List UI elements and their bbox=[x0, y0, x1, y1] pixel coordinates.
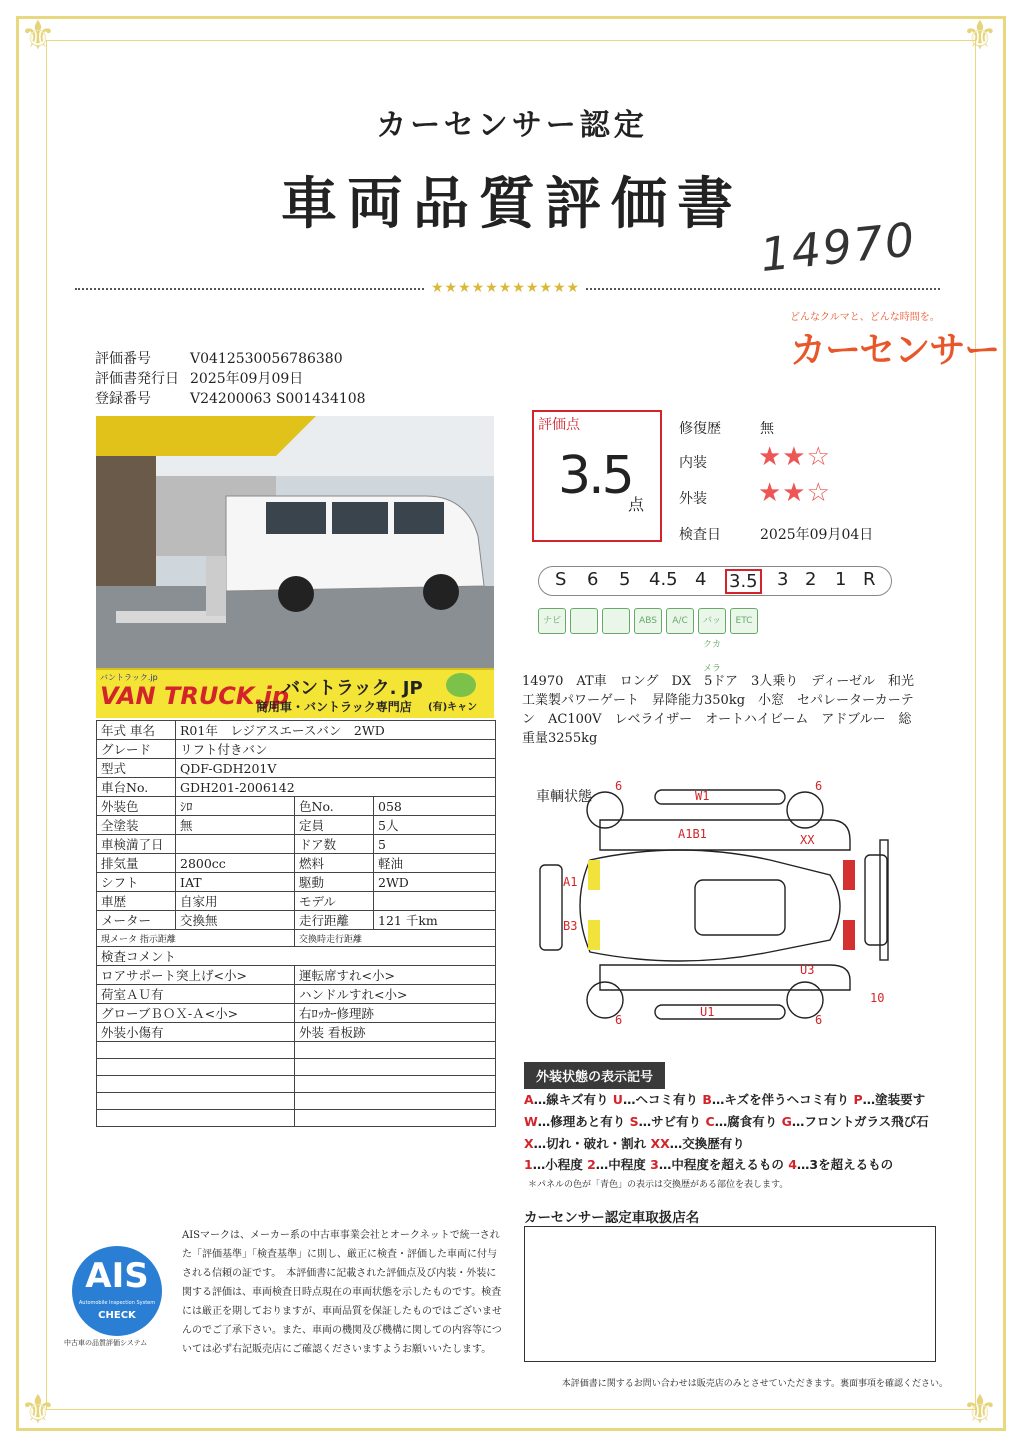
legend-line bbox=[524, 1112, 929, 1130]
issue-date: 2025年09月09日 bbox=[190, 371, 304, 387]
legend-code: U bbox=[612, 1092, 623, 1107]
damage-mark: B3 bbox=[563, 919, 578, 933]
inspect-date-label: 検査日 bbox=[679, 527, 721, 543]
score-unit: 点 bbox=[628, 495, 645, 514]
legend-code: 2 bbox=[587, 1157, 596, 1172]
legend-code: 1 bbox=[524, 1157, 533, 1172]
legend-text: …キズを伴うヘコミ有り bbox=[711, 1092, 854, 1107]
legend-note: ＊パネルの色が「青色」の表示は交換歴がある部位を表します。 bbox=[528, 1180, 789, 1190]
comment-cell: ロアサポート突上げ<小> bbox=[97, 966, 295, 985]
legend-code: P bbox=[853, 1092, 863, 1107]
damage-mark: 6 bbox=[615, 1013, 623, 1027]
comment-cell: 外装小傷有 bbox=[97, 1023, 295, 1042]
scale-step: 4.5 bbox=[649, 569, 678, 590]
corner-ornament-icon: ⚜ bbox=[20, 13, 56, 59]
mascot-icon bbox=[446, 673, 476, 697]
scale-step: 5 bbox=[619, 569, 631, 590]
legend-text: …中程度を超えるもの bbox=[658, 1157, 789, 1172]
banner-logo: VAN TRUCK.jp bbox=[100, 682, 290, 710]
legend-text: …腐食有り bbox=[714, 1114, 782, 1129]
corner-ornament-icon: ⚜ bbox=[962, 1387, 998, 1433]
comment-cell bbox=[295, 1076, 496, 1093]
option-icon: バックカメラ bbox=[698, 608, 726, 634]
legend-title: 外装状態の表示記号 bbox=[524, 1062, 665, 1089]
scale-step: R bbox=[863, 569, 876, 590]
evaluation-score-box bbox=[532, 410, 662, 542]
comment-cell bbox=[295, 1059, 496, 1076]
comment-cell: 右ﾛｯｶｰ修理跡 bbox=[295, 1004, 496, 1023]
interior-stars-icon: ★★☆ bbox=[758, 442, 831, 472]
scale-step: 6 bbox=[587, 569, 599, 590]
comment-row bbox=[97, 985, 496, 1004]
comment-row bbox=[97, 1110, 496, 1127]
legend-text: …修理あと有り bbox=[537, 1114, 630, 1129]
legend-code: X bbox=[524, 1136, 534, 1151]
banner-subline: 商用車・バントラック専門店 bbox=[256, 700, 412, 714]
score-value: 3.5 bbox=[558, 446, 632, 506]
dealer-banner bbox=[96, 668, 494, 718]
banner-logo-small: バントラック.jp bbox=[100, 673, 158, 682]
dealer-label: カーセンサー認定車取扱店名 bbox=[524, 1210, 700, 1226]
option-icon: ナビ bbox=[538, 608, 566, 634]
corner-ornament-icon: ⚜ bbox=[20, 1387, 56, 1433]
comment-cell bbox=[97, 1076, 295, 1093]
comment-cell bbox=[97, 1059, 295, 1076]
option-icon bbox=[602, 608, 630, 634]
legend-code: A bbox=[524, 1092, 534, 1107]
brand-tagline: どんなクルマと、どんな時間を。 bbox=[790, 312, 940, 323]
ais-caption: 中古車の品質評価システム bbox=[64, 1339, 148, 1347]
damage-mark: A1 bbox=[563, 875, 578, 889]
eval-number-row bbox=[95, 348, 343, 368]
score-label: 評価点 bbox=[538, 417, 580, 433]
exterior-label: 外装 bbox=[679, 491, 707, 507]
comment-cell: ハンドルすれ<小> bbox=[295, 985, 496, 1004]
brand-logo: カーセンサー bbox=[790, 330, 1000, 371]
repair-label: 修復歴 bbox=[679, 421, 721, 437]
scale-step: 3.5 bbox=[725, 569, 762, 594]
eval-number-label: 評価番号 bbox=[95, 351, 151, 367]
vehicle-description: 14970 AT車 ロング DX 5ドア 3人乗り ディーゼル 和光工業製パワーゲート 昇降能力350kg 小窓 セパレーターカーテン AC100V レベライザー オートハイビーム アドブルー 総重量3255kg bbox=[522, 674, 914, 746]
registration-row bbox=[95, 388, 366, 408]
dealer-name-box bbox=[524, 1226, 936, 1362]
corner-ornament-icon: ⚜ bbox=[962, 13, 998, 59]
footer-note: 本評価書に関するお問い合わせは販売店のみとさせていただきます。裏面事項を確認ください。 bbox=[561, 1379, 948, 1389]
damage-mark: U3 bbox=[800, 963, 815, 977]
document-subtitle: カーセンサー認定 bbox=[376, 108, 648, 143]
exterior-stars-icon: ★★☆ bbox=[758, 478, 831, 508]
inspection-comments bbox=[97, 966, 496, 1127]
scale-step: 1 bbox=[835, 569, 847, 590]
inspect-date: 2025年09月04日 bbox=[760, 527, 874, 543]
damage-mark: 6 bbox=[815, 1013, 823, 1027]
comment-cell: 荷室ＡＵ有 bbox=[97, 985, 295, 1004]
comment-cell bbox=[295, 1110, 496, 1127]
option-icon bbox=[570, 608, 598, 634]
comment-cell bbox=[295, 1042, 496, 1059]
banner-company: (有)キャン bbox=[428, 702, 478, 713]
legend-text: …フロントガラス飛び石 bbox=[791, 1114, 929, 1129]
comment-row bbox=[97, 1093, 496, 1110]
issue-date-label: 評価書発行日 bbox=[95, 371, 179, 387]
eval-number: V0412530056786380 bbox=[190, 351, 343, 367]
comment-row bbox=[97, 1059, 496, 1076]
legend-text: …小程度 bbox=[532, 1157, 588, 1172]
registration-label: 登録番号 bbox=[95, 391, 151, 407]
legend-code: W bbox=[524, 1114, 538, 1129]
legend-code: B bbox=[702, 1092, 712, 1107]
legend-text: …線キズ有り bbox=[533, 1092, 613, 1107]
legend-text: …切れ・破れ・割れ bbox=[533, 1136, 651, 1151]
comment-cell: グローブＢＯＸ-Ａ<小> bbox=[97, 1004, 295, 1023]
comment-cell bbox=[295, 1093, 496, 1110]
legend-code: C bbox=[705, 1114, 715, 1129]
registration-number: V24200063 S001434108 bbox=[190, 391, 366, 407]
comment-row bbox=[97, 1042, 496, 1059]
divider-stars: ★★★★★★★★★★★ bbox=[425, 280, 586, 296]
option-icon: ABS bbox=[634, 608, 662, 634]
ais-logo-icon: AIS Automobile Inspection System CHECK bbox=[72, 1246, 162, 1336]
legend-text: …中程度 bbox=[595, 1157, 651, 1172]
damage-mark: XX bbox=[800, 833, 815, 847]
diagram-title: 車輌状態 bbox=[536, 789, 592, 805]
scale-step: 4 bbox=[695, 569, 707, 590]
damage-mark: 6 bbox=[815, 780, 823, 793]
comment-cell bbox=[97, 1042, 295, 1059]
car-damage-diagram bbox=[530, 780, 910, 1035]
document-title: 車両品質評価書 bbox=[281, 171, 743, 237]
damage-mark: U1 bbox=[700, 1005, 715, 1019]
legend-code: S bbox=[629, 1114, 639, 1129]
comment-row bbox=[97, 1076, 496, 1093]
score-scale bbox=[538, 566, 892, 596]
scale-step: 3 bbox=[777, 569, 789, 590]
option-icon: A/C bbox=[666, 608, 694, 634]
legend-line bbox=[524, 1090, 925, 1108]
legend-code: XX bbox=[650, 1136, 670, 1151]
legend-line bbox=[524, 1134, 745, 1152]
comment-row bbox=[97, 1023, 496, 1042]
ais-description: AISマークは、メーカー系の中古車事業会社とオークネットで統一された「評価基準」「検査基準」に則し、厳正に検査・評価した車両に付与される信頼の証です。 本評価書に記載された評価点及び内装・外装に関する評価は、車両検査日時点現在の車両状態を示したものです。検査には厳正を期しておりますが、車両品質を保証したものではございませんのでご了承下さい。また、車両の機関及び機構に関しての内容等については必ず右記販売店にご確認くださいますようお願いいたします。 bbox=[182, 1230, 502, 1355]
scale-step: 2 bbox=[805, 569, 817, 590]
option-icon: ETC bbox=[730, 608, 758, 634]
interior-label: 内装 bbox=[679, 455, 707, 471]
banner-name: バントラック. JP bbox=[282, 678, 423, 699]
legend-code: G bbox=[781, 1114, 792, 1129]
comment-cell: 外装 看板跡 bbox=[295, 1023, 496, 1042]
legend-text: …3を超えるもの bbox=[796, 1157, 894, 1172]
damage-mark: A1B1 bbox=[678, 827, 707, 841]
comment-cell: 運転席すれ<小> bbox=[295, 966, 496, 985]
legend-text: …サビ有り bbox=[638, 1114, 706, 1129]
scale-step: S bbox=[555, 569, 567, 590]
comment-row bbox=[97, 966, 496, 985]
legend-text: …ヘコミ有り bbox=[622, 1092, 703, 1107]
damage-mark: W1 bbox=[695, 789, 710, 803]
legend-text: …塗装要す bbox=[862, 1092, 926, 1107]
damage-mark: 6 bbox=[615, 780, 623, 793]
spec-table: 年式 車名 R01年 レジアスエースバン 2WD グレード リフト付きバン 型式 QDF-GDH201V 車台No. GDH201-2006142 外装色 ｼﾛ 色No. 058 全塗装 無 定員 5人 車検満了日 ドア数 5 排気量 2800cc 燃料 軽油 シフト IAT 駆動 2WD 車歴 自家用 モデル メーター 交換無 走行距離 121 千km 現メータ 指示距離 交換時走行距離 検査コメント ロアサポート突上げ<小> 運転席すれ<小> 荷室ＡＵ有 ハンドルすれ<小> グローブＢＯＸ-Ａ<小> 右ﾛｯｶｰ修理跡 外装小傷有 外装 看板跡 bbox=[96, 720, 496, 1127]
comment-cell bbox=[97, 1110, 295, 1127]
legend-code: 3 bbox=[650, 1157, 659, 1172]
comment-cell bbox=[97, 1093, 295, 1110]
legend-text: …交換歴有り bbox=[669, 1136, 745, 1151]
comment-row bbox=[97, 1004, 496, 1023]
damage-mark: 10 bbox=[870, 991, 885, 1005]
vehicle-photo bbox=[96, 416, 494, 668]
handwritten-number: 14970 bbox=[757, 211, 919, 283]
repair-value: 無 bbox=[760, 421, 774, 437]
legend-code: 4 bbox=[788, 1157, 797, 1172]
legend-line bbox=[524, 1155, 893, 1173]
issue-date-row bbox=[95, 368, 303, 388]
